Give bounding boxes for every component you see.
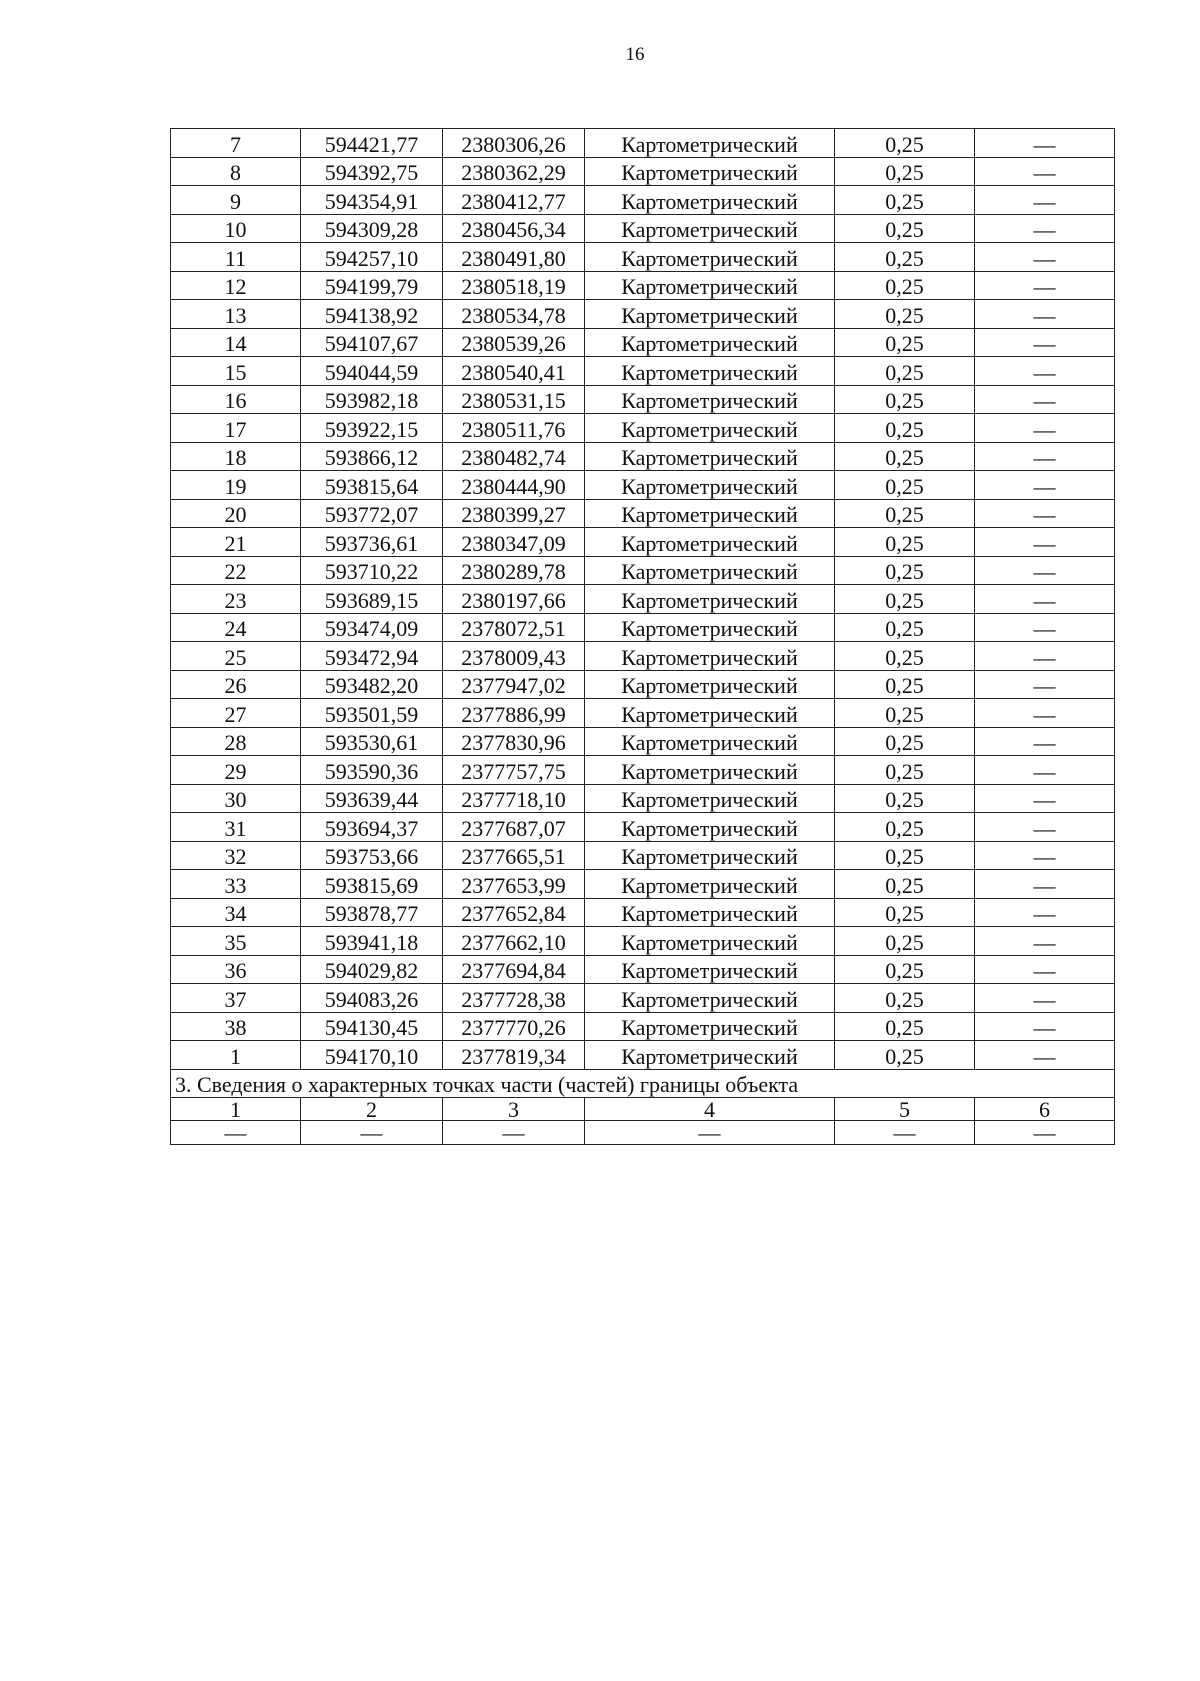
cell-method: Картометрический <box>585 129 835 158</box>
cell-description: — <box>975 214 1115 243</box>
cell-y-coordinate: 2380347,09 <box>443 528 585 557</box>
cell-accuracy: 0,25 <box>835 385 975 414</box>
cell-x-coordinate: 594309,28 <box>301 214 443 243</box>
table-row <box>171 841 1115 870</box>
cell-point-number: 37 <box>171 984 301 1013</box>
cell-accuracy: 0,25 <box>835 442 975 471</box>
cell-point-number: 30 <box>171 784 301 813</box>
table-row <box>171 328 1115 357</box>
cell-point-number: 10 <box>171 214 301 243</box>
column-header: 5 <box>835 1098 975 1121</box>
section3-cell: — <box>301 1121 443 1145</box>
cell-method: Картометрический <box>585 870 835 899</box>
table-row <box>171 385 1115 414</box>
cell-accuracy: 0,25 <box>835 813 975 842</box>
cell-y-coordinate: 2380197,66 <box>443 585 585 614</box>
cell-accuracy: 0,25 <box>835 414 975 443</box>
cell-y-coordinate: 2377830,96 <box>443 727 585 756</box>
section3-cell: — <box>835 1121 975 1145</box>
cell-description: — <box>975 841 1115 870</box>
cell-method: Картометрический <box>585 214 835 243</box>
cell-description: — <box>975 870 1115 899</box>
cell-accuracy: 0,25 <box>835 271 975 300</box>
cell-y-coordinate: 2380456,34 <box>443 214 585 243</box>
table-row <box>171 1041 1115 1070</box>
cell-x-coordinate: 593710,22 <box>301 556 443 585</box>
table-row <box>171 414 1115 443</box>
cell-y-coordinate: 2380289,78 <box>443 556 585 585</box>
cell-description: — <box>975 414 1115 443</box>
table-row <box>171 756 1115 785</box>
cell-point-number: 24 <box>171 613 301 642</box>
cell-description: — <box>975 955 1115 984</box>
cell-x-coordinate: 594029,82 <box>301 955 443 984</box>
column-header: 4 <box>585 1098 835 1121</box>
cell-x-coordinate: 594044,59 <box>301 357 443 386</box>
table-row <box>171 442 1115 471</box>
cell-method: Картометрический <box>585 556 835 585</box>
cell-point-number: 28 <box>171 727 301 756</box>
cell-description: — <box>975 271 1115 300</box>
cell-point-number: 34 <box>171 898 301 927</box>
cell-y-coordinate: 2380540,41 <box>443 357 585 386</box>
cell-x-coordinate: 594107,67 <box>301 328 443 357</box>
cell-method: Картометрический <box>585 670 835 699</box>
cell-x-coordinate: 594199,79 <box>301 271 443 300</box>
cell-point-number: 15 <box>171 357 301 386</box>
page-number: 16 <box>625 44 645 65</box>
cell-accuracy: 0,25 <box>835 756 975 785</box>
cell-accuracy: 0,25 <box>835 499 975 528</box>
table-row <box>171 670 1115 699</box>
cell-point-number: 8 <box>171 157 301 186</box>
section3-cell: — <box>171 1121 301 1145</box>
cell-y-coordinate: 2378009,43 <box>443 642 585 671</box>
cell-x-coordinate: 594170,10 <box>301 1041 443 1070</box>
cell-description: — <box>975 613 1115 642</box>
cell-method: Картометрический <box>585 955 835 984</box>
cell-y-coordinate: 2377770,26 <box>443 1012 585 1041</box>
cell-y-coordinate: 2377819,34 <box>443 1041 585 1070</box>
cell-point-number: 13 <box>171 300 301 329</box>
cell-method: Картометрический <box>585 927 835 956</box>
cell-description: — <box>975 328 1115 357</box>
table-row <box>171 585 1115 614</box>
table-row <box>171 471 1115 500</box>
table-row <box>171 870 1115 899</box>
boundary-points-body <box>171 129 1115 1070</box>
cell-y-coordinate: 2377662,10 <box>443 927 585 956</box>
cell-point-number: 26 <box>171 670 301 699</box>
cell-description: — <box>975 129 1115 158</box>
cell-x-coordinate: 594421,77 <box>301 129 443 158</box>
table-row <box>171 357 1115 386</box>
cell-x-coordinate: 593482,20 <box>301 670 443 699</box>
cell-accuracy: 0,25 <box>835 157 975 186</box>
cell-method: Картометрический <box>585 1041 835 1070</box>
cell-y-coordinate: 2377665,51 <box>443 841 585 870</box>
table-row <box>171 642 1115 671</box>
cell-point-number: 35 <box>171 927 301 956</box>
cell-description: — <box>975 642 1115 671</box>
cell-x-coordinate: 593815,64 <box>301 471 443 500</box>
table-row <box>171 186 1115 215</box>
table-row <box>171 784 1115 813</box>
cell-x-coordinate: 593590,36 <box>301 756 443 785</box>
cell-point-number: 20 <box>171 499 301 528</box>
cell-description: — <box>975 385 1115 414</box>
section3-cell: — <box>585 1121 835 1145</box>
column-header: 1 <box>171 1098 301 1121</box>
cell-description: — <box>975 670 1115 699</box>
cell-point-number: 22 <box>171 556 301 585</box>
cell-x-coordinate: 593982,18 <box>301 385 443 414</box>
cell-method: Картометрический <box>585 357 835 386</box>
cell-method: Картометрический <box>585 271 835 300</box>
cell-y-coordinate: 2380534,78 <box>443 300 585 329</box>
cell-method: Картометрический <box>585 442 835 471</box>
cell-description: — <box>975 471 1115 500</box>
cell-x-coordinate: 593815,69 <box>301 870 443 899</box>
cell-description: — <box>975 243 1115 272</box>
cell-point-number: 27 <box>171 699 301 728</box>
cell-y-coordinate: 2377757,75 <box>443 756 585 785</box>
cell-accuracy: 0,25 <box>835 471 975 500</box>
cell-point-number: 31 <box>171 813 301 842</box>
cell-method: Картометрический <box>585 784 835 813</box>
cell-y-coordinate: 2377728,38 <box>443 984 585 1013</box>
cell-x-coordinate: 594392,75 <box>301 157 443 186</box>
column-header: 6 <box>975 1098 1115 1121</box>
cell-method: Картометрический <box>585 186 835 215</box>
cell-y-coordinate: 2380362,29 <box>443 157 585 186</box>
cell-point-number: 1 <box>171 1041 301 1070</box>
cell-x-coordinate: 593753,66 <box>301 841 443 870</box>
cell-method: Картометрический <box>585 243 835 272</box>
cell-method: Картометрический <box>585 699 835 728</box>
cell-point-number: 38 <box>171 1012 301 1041</box>
cell-y-coordinate: 2378072,51 <box>443 613 585 642</box>
cell-method: Картометрический <box>585 613 835 642</box>
cell-x-coordinate: 593922,15 <box>301 414 443 443</box>
cell-description: — <box>975 984 1115 1013</box>
table-row <box>171 129 1115 158</box>
cell-y-coordinate: 2380399,27 <box>443 499 585 528</box>
cell-x-coordinate: 593689,15 <box>301 585 443 614</box>
cell-accuracy: 0,25 <box>835 699 975 728</box>
column-header: 3 <box>443 1098 585 1121</box>
cell-accuracy: 0,25 <box>835 243 975 272</box>
cell-point-number: 7 <box>171 129 301 158</box>
cell-description: — <box>975 813 1115 842</box>
cell-point-number: 21 <box>171 528 301 557</box>
table-row <box>171 243 1115 272</box>
cell-accuracy: 0,25 <box>835 556 975 585</box>
cell-description: — <box>975 585 1115 614</box>
cell-x-coordinate: 594083,26 <box>301 984 443 1013</box>
table-row <box>171 898 1115 927</box>
cell-accuracy: 0,25 <box>835 841 975 870</box>
cell-description: — <box>975 186 1115 215</box>
cell-y-coordinate: 2380518,19 <box>443 271 585 300</box>
cell-description: — <box>975 756 1115 785</box>
cell-point-number: 18 <box>171 442 301 471</box>
cell-accuracy: 0,25 <box>835 300 975 329</box>
cell-method: Картометрический <box>585 984 835 1013</box>
section3-title-row <box>171 1069 1115 1098</box>
cell-accuracy: 0,25 <box>835 1012 975 1041</box>
cell-method: Картометрический <box>585 1012 835 1041</box>
table-row <box>171 984 1115 1013</box>
cell-accuracy: 0,25 <box>835 357 975 386</box>
cell-method: Картометрический <box>585 841 835 870</box>
cell-x-coordinate: 593736,61 <box>301 528 443 557</box>
table-row <box>171 499 1115 528</box>
cell-method: Картометрический <box>585 727 835 756</box>
cell-y-coordinate: 2377694,84 <box>443 955 585 984</box>
table-row <box>171 1012 1115 1041</box>
cell-point-number: 12 <box>171 271 301 300</box>
cell-y-coordinate: 2380539,26 <box>443 328 585 357</box>
cell-accuracy: 0,25 <box>835 129 975 158</box>
cell-description: — <box>975 300 1115 329</box>
cell-method: Картометрический <box>585 414 835 443</box>
cell-point-number: 16 <box>171 385 301 414</box>
cell-x-coordinate: 593878,77 <box>301 898 443 927</box>
table-row <box>171 955 1115 984</box>
boundary-points-table <box>170 128 1115 1145</box>
cell-method: Картометрический <box>585 756 835 785</box>
cell-y-coordinate: 2380511,76 <box>443 414 585 443</box>
cell-description: — <box>975 898 1115 927</box>
cell-method: Картометрический <box>585 471 835 500</box>
cell-method: Картометрический <box>585 528 835 557</box>
cell-y-coordinate: 2380531,15 <box>443 385 585 414</box>
cell-accuracy: 0,25 <box>835 528 975 557</box>
cell-x-coordinate: 593941,18 <box>301 927 443 956</box>
cell-x-coordinate: 594130,45 <box>301 1012 443 1041</box>
table-row <box>171 699 1115 728</box>
cell-method: Картометрический <box>585 813 835 842</box>
cell-y-coordinate: 2377652,84 <box>443 898 585 927</box>
cell-method: Картометрический <box>585 385 835 414</box>
cell-accuracy: 0,25 <box>835 955 975 984</box>
cell-y-coordinate: 2380491,80 <box>443 243 585 272</box>
section3-title: 3. Сведения о характерных точках части (частей) границы объекта <box>171 1069 1115 1098</box>
cell-method: Картометрический <box>585 642 835 671</box>
cell-x-coordinate: 593866,12 <box>301 442 443 471</box>
table-row <box>171 528 1115 557</box>
cell-x-coordinate: 593530,61 <box>301 727 443 756</box>
cell-description: — <box>975 699 1115 728</box>
cell-method: Картометрический <box>585 300 835 329</box>
cell-accuracy: 0,25 <box>835 186 975 215</box>
section3-row <box>171 1121 1115 1145</box>
cell-accuracy: 0,25 <box>835 727 975 756</box>
cell-x-coordinate: 593501,59 <box>301 699 443 728</box>
cell-point-number: 32 <box>171 841 301 870</box>
cell-method: Картометрический <box>585 585 835 614</box>
table-row <box>171 271 1115 300</box>
cell-point-number: 19 <box>171 471 301 500</box>
cell-description: — <box>975 1041 1115 1070</box>
cell-description: — <box>975 157 1115 186</box>
cell-accuracy: 0,25 <box>835 642 975 671</box>
cell-x-coordinate: 593639,44 <box>301 784 443 813</box>
cell-description: — <box>975 556 1115 585</box>
cell-y-coordinate: 2380306,26 <box>443 129 585 158</box>
cell-description: — <box>975 528 1115 557</box>
cell-description: — <box>975 784 1115 813</box>
section3-cell: — <box>443 1121 585 1145</box>
table-row <box>171 727 1115 756</box>
section3-body <box>171 1069 1115 1145</box>
cell-x-coordinate: 593772,07 <box>301 499 443 528</box>
table-row <box>171 157 1115 186</box>
cell-y-coordinate: 2380444,90 <box>443 471 585 500</box>
cell-point-number: 11 <box>171 243 301 272</box>
cell-description: — <box>975 727 1115 756</box>
table-row <box>171 214 1115 243</box>
cell-point-number: 33 <box>171 870 301 899</box>
table-row <box>171 927 1115 956</box>
cell-point-number: 17 <box>171 414 301 443</box>
table-row <box>171 300 1115 329</box>
table-row <box>171 813 1115 842</box>
cell-method: Картометрический <box>585 157 835 186</box>
cell-description: — <box>975 357 1115 386</box>
cell-point-number: 25 <box>171 642 301 671</box>
cell-accuracy: 0,25 <box>835 328 975 357</box>
cell-accuracy: 0,25 <box>835 1041 975 1070</box>
cell-description: — <box>975 442 1115 471</box>
cell-point-number: 23 <box>171 585 301 614</box>
section3-header-row <box>171 1098 1115 1121</box>
cell-accuracy: 0,25 <box>835 670 975 699</box>
cell-y-coordinate: 2377718,10 <box>443 784 585 813</box>
cell-x-coordinate: 594138,92 <box>301 300 443 329</box>
cell-accuracy: 0,25 <box>835 214 975 243</box>
cell-description: — <box>975 1012 1115 1041</box>
cell-y-coordinate: 2377947,02 <box>443 670 585 699</box>
cell-y-coordinate: 2380482,74 <box>443 442 585 471</box>
cell-y-coordinate: 2380412,77 <box>443 186 585 215</box>
cell-point-number: 36 <box>171 955 301 984</box>
cell-accuracy: 0,25 <box>835 927 975 956</box>
cell-description: — <box>975 499 1115 528</box>
section3-cell: — <box>975 1121 1115 1145</box>
column-header: 2 <box>301 1098 443 1121</box>
cell-y-coordinate: 2377886,99 <box>443 699 585 728</box>
cell-description: — <box>975 927 1115 956</box>
cell-point-number: 9 <box>171 186 301 215</box>
cell-x-coordinate: 593474,09 <box>301 613 443 642</box>
cell-y-coordinate: 2377687,07 <box>443 813 585 842</box>
cell-accuracy: 0,25 <box>835 984 975 1013</box>
cell-accuracy: 0,25 <box>835 870 975 899</box>
cell-accuracy: 0,25 <box>835 784 975 813</box>
cell-accuracy: 0,25 <box>835 898 975 927</box>
cell-method: Картометрический <box>585 499 835 528</box>
cell-accuracy: 0,25 <box>835 585 975 614</box>
cell-x-coordinate: 594354,91 <box>301 186 443 215</box>
table-row <box>171 556 1115 585</box>
cell-y-coordinate: 2377653,99 <box>443 870 585 899</box>
cell-x-coordinate: 593694,37 <box>301 813 443 842</box>
cell-x-coordinate: 594257,10 <box>301 243 443 272</box>
cell-method: Картометрический <box>585 328 835 357</box>
cell-point-number: 29 <box>171 756 301 785</box>
cell-x-coordinate: 593472,94 <box>301 642 443 671</box>
table-row <box>171 613 1115 642</box>
cell-accuracy: 0,25 <box>835 613 975 642</box>
cell-method: Картометрический <box>585 898 835 927</box>
cell-point-number: 14 <box>171 328 301 357</box>
